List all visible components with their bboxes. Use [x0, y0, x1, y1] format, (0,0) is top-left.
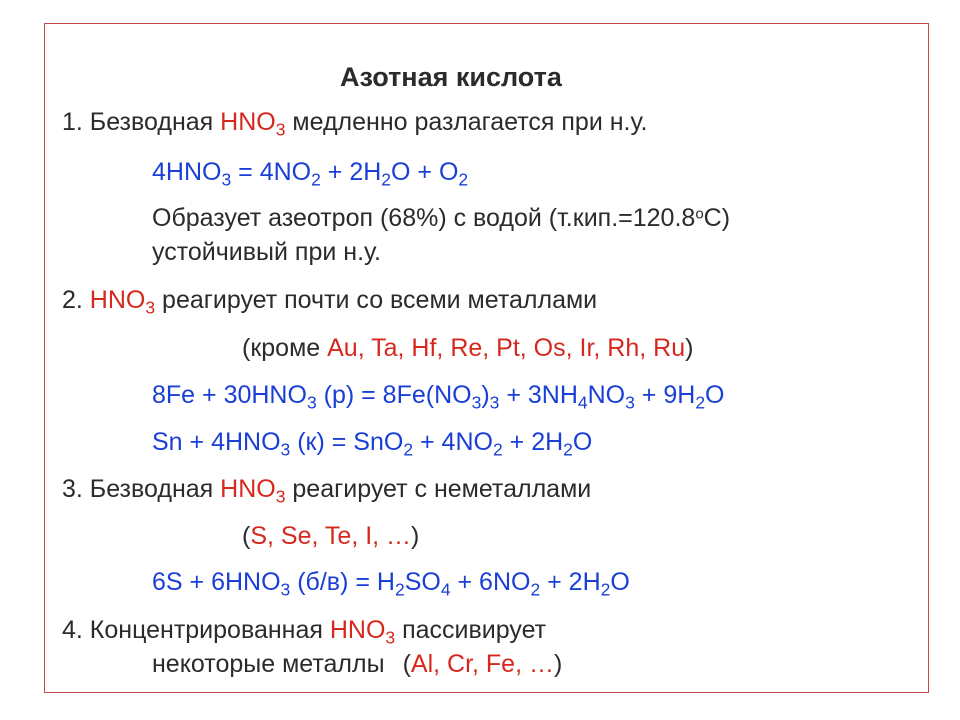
equation-sulfur: $6S + 6HNO_3$ $(б/в) = H_2SO_4 + 6NO_2 + 2H_2O$	[152, 568, 630, 600]
equation-iron: $8Fe + 30HNO_3$ $(р) = 8Fe(NO_3)_3 + 3NH_4NO_3 + 9H_2O$	[152, 381, 725, 413]
point-1: 1. Безводная $HNO_3$ медленно разлагается при н.у.	[62, 108, 648, 140]
nonmetal-list: (S, Se, Te, I, …)	[242, 522, 420, 550]
acid-formula: $HNO_3$	[220, 475, 286, 507]
point-4: 4. Концентрированная $HNO_3$ пассивирует	[62, 616, 547, 648]
slide-title: Азотная кислота	[340, 62, 562, 92]
acid-formula: $HNO_3$	[329, 616, 396, 648]
acid-formula: $HNO_3$	[89, 286, 156, 318]
point-2: 2. $HNO_3$ реагирует почти со всеми металлами	[62, 286, 598, 318]
metal-exceptions: (кроме Au, Ta, Hf, Re, Pt, Os, Ir, Rh, Ru)	[242, 334, 694, 362]
equation-tin: $Sn + 4HNO_3$ $(к) = SnO_2 + 4NO_2 + 2H_2O$	[152, 428, 593, 460]
azeotrope-line-2: устойчивый при н.у.	[152, 238, 381, 266]
point-4-line-2: некоторые металлы (Al, Cr, Fe, …)	[152, 650, 563, 678]
equation-decomposition: $4HNO_3 = 4NO_2 + 2H_2O + O_2$	[152, 158, 469, 190]
point-3: 3. Безводная $HNO_3$ реагирует с неметаллами	[62, 475, 592, 507]
azeotrope-line-1: Образует азеотроп (68%) с водой $(т.кип.=120.8^oC)$	[152, 204, 731, 232]
acid-formula: $HNO_3$	[220, 108, 286, 140]
